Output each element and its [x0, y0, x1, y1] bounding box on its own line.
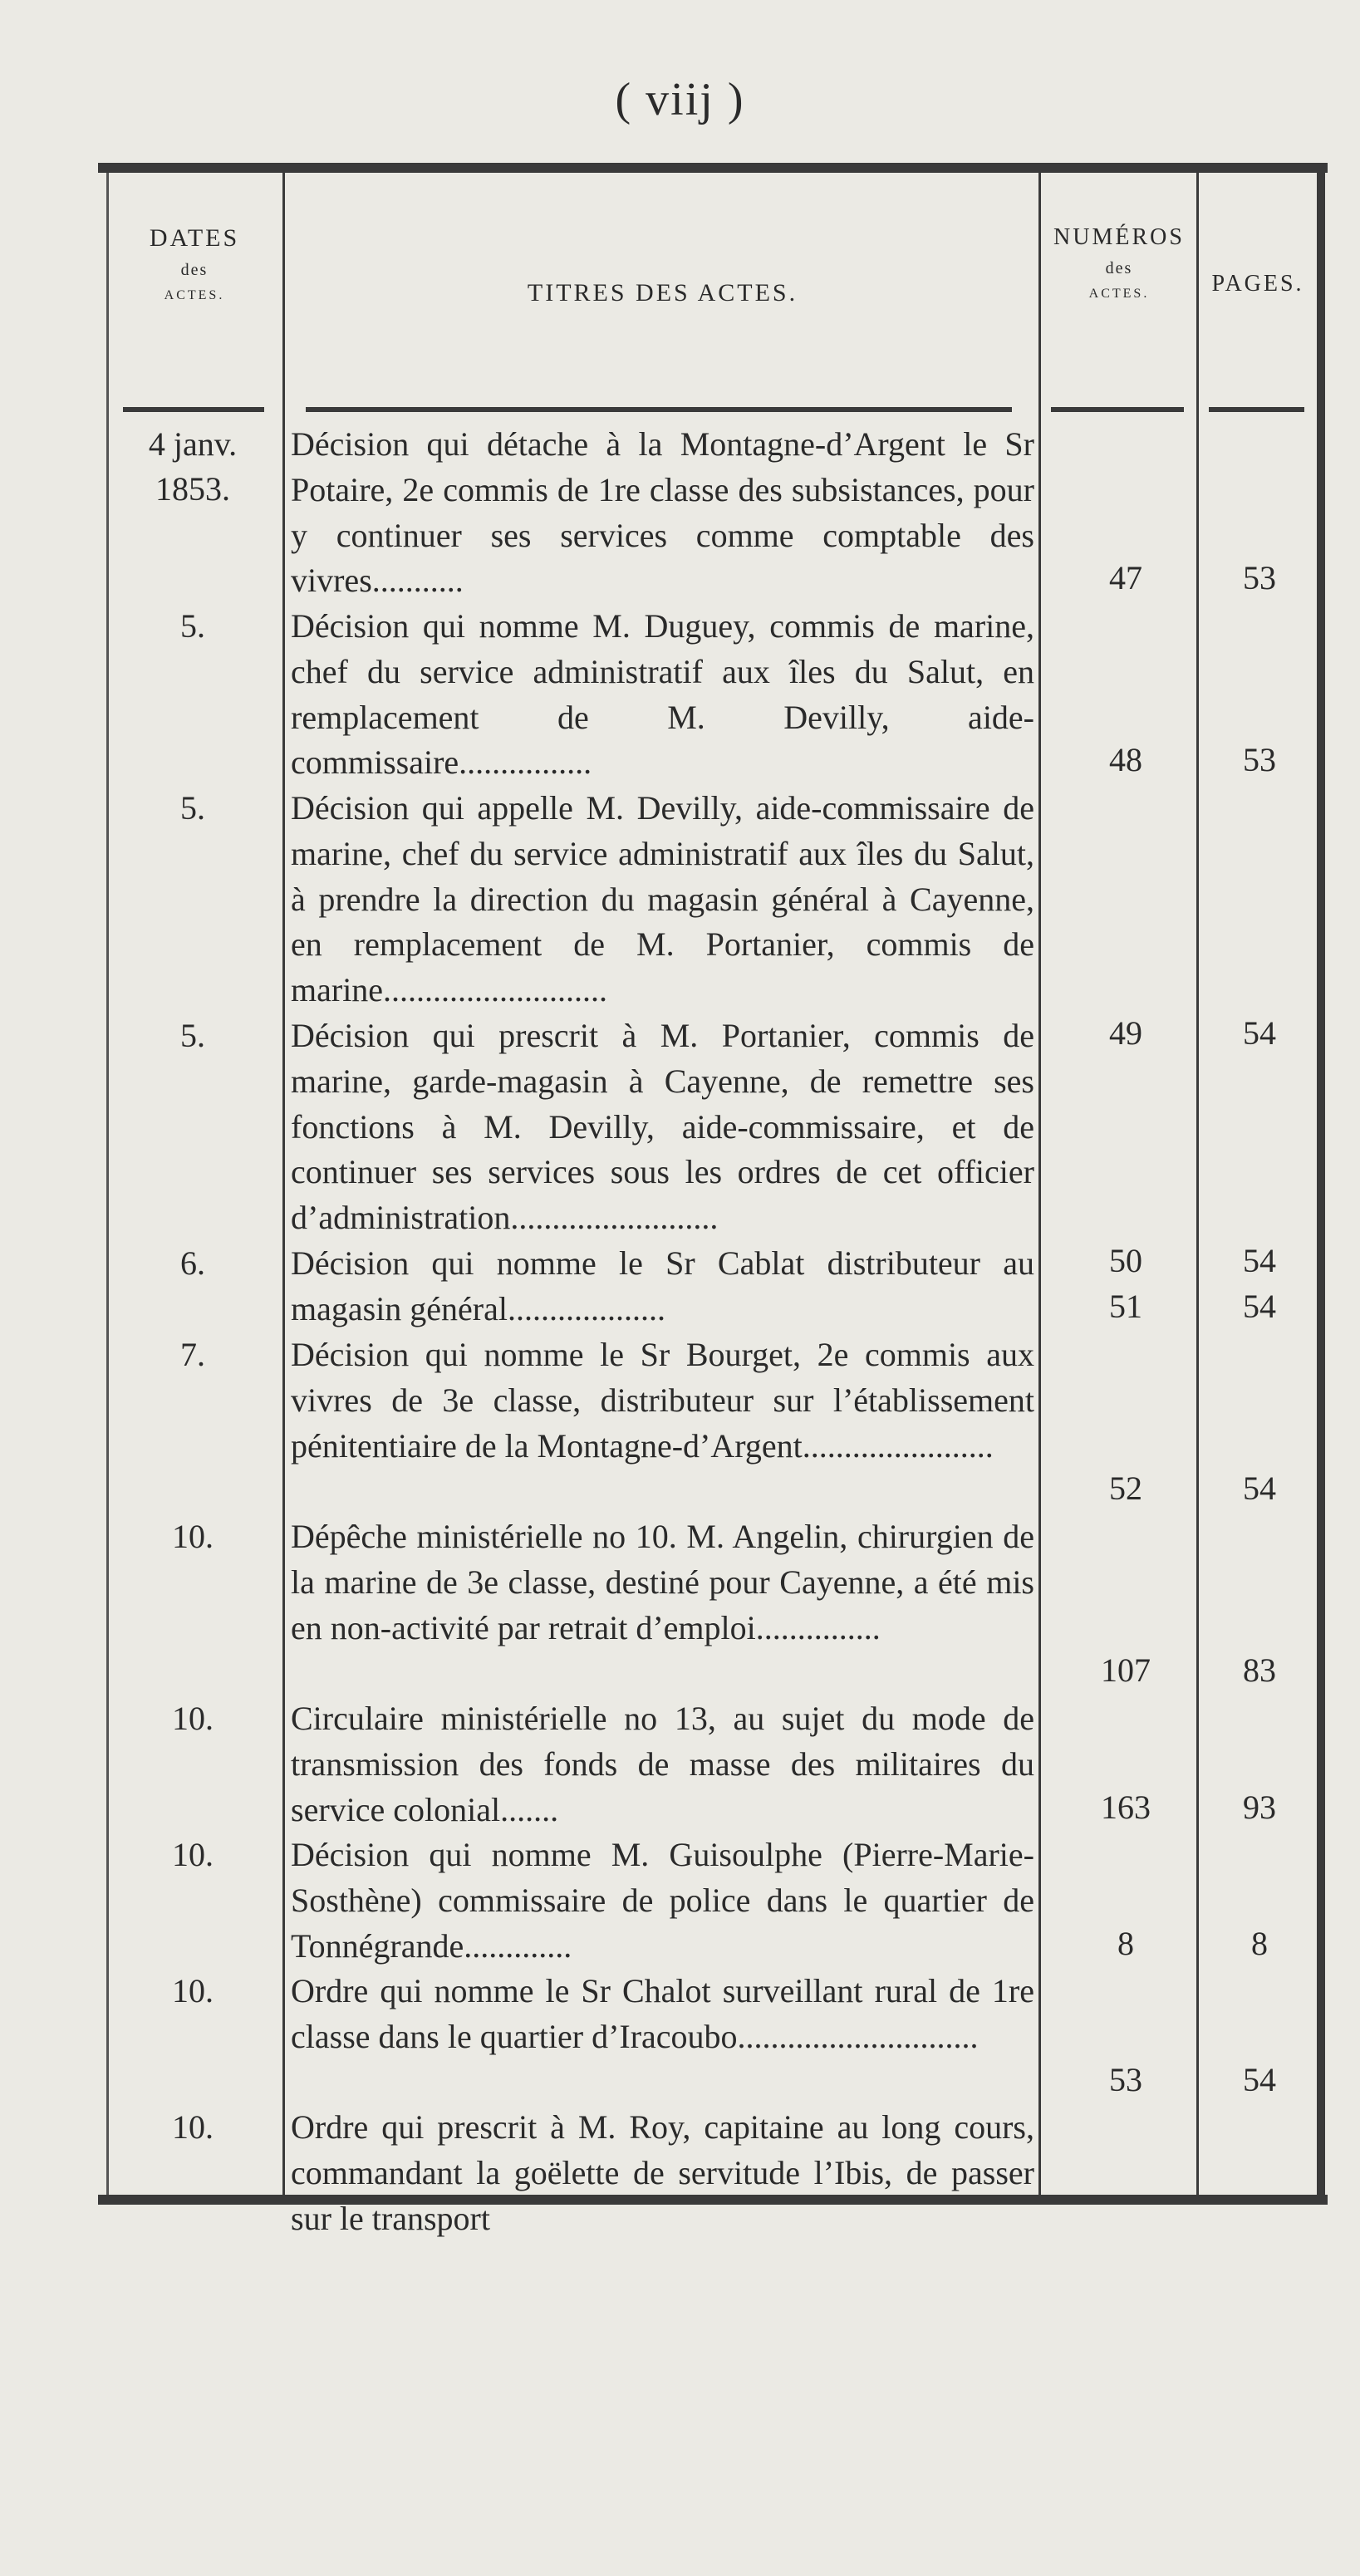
table-top-rule: [98, 163, 1328, 173]
header-numbers-line1: NUMÉROS: [1053, 224, 1185, 250]
entry-date: 7.: [180, 1336, 205, 1373]
header-titles: [291, 279, 1034, 307]
header-numbers-line3: ACTES.: [1088, 287, 1150, 301]
entry-number: 8: [1117, 1925, 1134, 1962]
table-left-border: [106, 173, 109, 2195]
entry-number: 107: [1101, 1651, 1151, 1689]
entry-page: 53: [1243, 559, 1276, 596]
entry-title: Ordre qui nomme le Sr Chalot surveillant rural de 1re classe dans le quartier d’Iracoubo.............................: [291, 1972, 1034, 2055]
entry-title: Ordre qui prescrit à M. Roy, capitaine au long cours, commandant la goëlette de servitude l’Ibis, de passer sur le transport: [291, 2108, 1034, 2237]
entry-number: 47: [1109, 559, 1142, 596]
entry-number: 163: [1101, 1788, 1151, 1826]
entry-title: Décision qui nomme M. Duguey, commis de marine, chef du service administratif aux îles du Salut, en remplacement de M. Devilly, aide-commissaire................: [291, 607, 1034, 782]
entry-page: 8: [1251, 1925, 1268, 1962]
entry-page: 53: [1243, 741, 1276, 778]
entry-date: 10.: [172, 1836, 214, 1873]
header-numbers-line2: des: [1105, 259, 1133, 277]
entry-date: 5.: [180, 789, 205, 827]
entry-date: 10.: [172, 1700, 214, 1737]
header-dates: [111, 224, 277, 303]
header-numbers: [1040, 224, 1198, 302]
header-rule-pages: [1209, 407, 1304, 412]
header-dates-line3: ACTES.: [164, 288, 225, 302]
entry-title: Décision qui nomme le Sr Bourget, 2e commis aux vivres de 3e classe, distributeur sur l’établissement pénitentiaire de la Montagne-d’Argent.......................: [291, 1336, 1034, 1465]
page-number: ( viij ): [615, 74, 745, 125]
entry-date: 10.: [172, 1518, 214, 1555]
entry-page: 54: [1243, 1242, 1276, 1279]
column-divider-dates: [282, 173, 285, 2195]
entry-page: 54: [1243, 2061, 1276, 2098]
header-rule-titles: [306, 407, 1012, 412]
entry-page: 54: [1243, 1288, 1276, 1325]
entry-date: [111, 422, 274, 512]
entry-title: Décision qui nomme M. Guisoulphe (Pierre-Marie-Sosthène) commissaire de police dans le quartier de Tonnégrande.............: [291, 1836, 1034, 1965]
entry-date-year: 1853.: [155, 470, 230, 508]
entry-page: 54: [1243, 1470, 1276, 1507]
entry-page: 54: [1243, 1014, 1276, 1052]
entry-title: Décision qui appelle M. Devilly, aide-commissaire de marine, chef du service administratif aux îles du Salut, à prendre la direction du magasin général à Cayenne, en remplacement de M. Portanier, commis de marine...........................: [291, 789, 1034, 1009]
header-pages-label: PAGES.: [1211, 271, 1304, 297]
entry-page: 83: [1243, 1651, 1276, 1689]
entry-date: 5.: [180, 607, 205, 645]
table-right-border: [1317, 173, 1325, 2195]
column-divider-numbers: [1196, 173, 1199, 2195]
entry-title: Décision qui prescrit à M. Portanier, commis de marine, garde-magasin à Cayenne, de remettre ses fonctions à M. Devilly, aide-commissaire, et de continuer ses services sous les ordres de cet officier d’administration.........................: [291, 1017, 1034, 1237]
entry-number: 53: [1109, 2061, 1142, 2098]
header-titles-label: TITRES DES ACTES.: [527, 279, 798, 307]
column-divider-titles: [1038, 173, 1041, 2195]
entry-number: 51: [1109, 1288, 1142, 1325]
entry-title: Dépêche ministérielle no 10. M. Angelin, chirurgien de la marine de 3e classe, destiné pour Cayenne, a été mis en non-activité par retrait d’emploi...............: [291, 1518, 1034, 1646]
entry-date: 10.: [172, 1972, 214, 2009]
entry-number: 49: [1109, 1014, 1142, 1052]
entry-date: 6.: [180, 1244, 205, 1282]
entry-number: 50: [1109, 1242, 1142, 1279]
entry-page: 93: [1243, 1788, 1276, 1826]
entry-title: Décision qui nomme le Sr Cablat distributeur au magasin général...................: [291, 1244, 1034, 1327]
entry-number: 48: [1109, 741, 1142, 778]
table-bottom-rule: [98, 2195, 1328, 2205]
entry-date: 5.: [180, 1017, 205, 1054]
header-dates-line2: des: [180, 261, 209, 279]
entry-title: Circulaire ministérielle no 13, au sujet du mode de transmission des fonds de masse des militaires du service colonial.......: [291, 1700, 1034, 1828]
entry-title: Décision qui détache à la Montagne-d’Argent le Sr Potaire, 2e commis de 1re classe des subsistances, pour y continuer ses services comme comptable des vivres...........: [291, 425, 1034, 600]
header-pages: [1199, 271, 1317, 297]
entry-number: 52: [1109, 1470, 1142, 1507]
entry-date: 10.: [172, 2108, 214, 2146]
header-dates-line1: DATES: [149, 224, 240, 252]
header-rule-numbers: [1051, 407, 1184, 412]
entry-date-day: 4 janv.: [148, 425, 238, 463]
header-rule-dates: [123, 407, 264, 412]
